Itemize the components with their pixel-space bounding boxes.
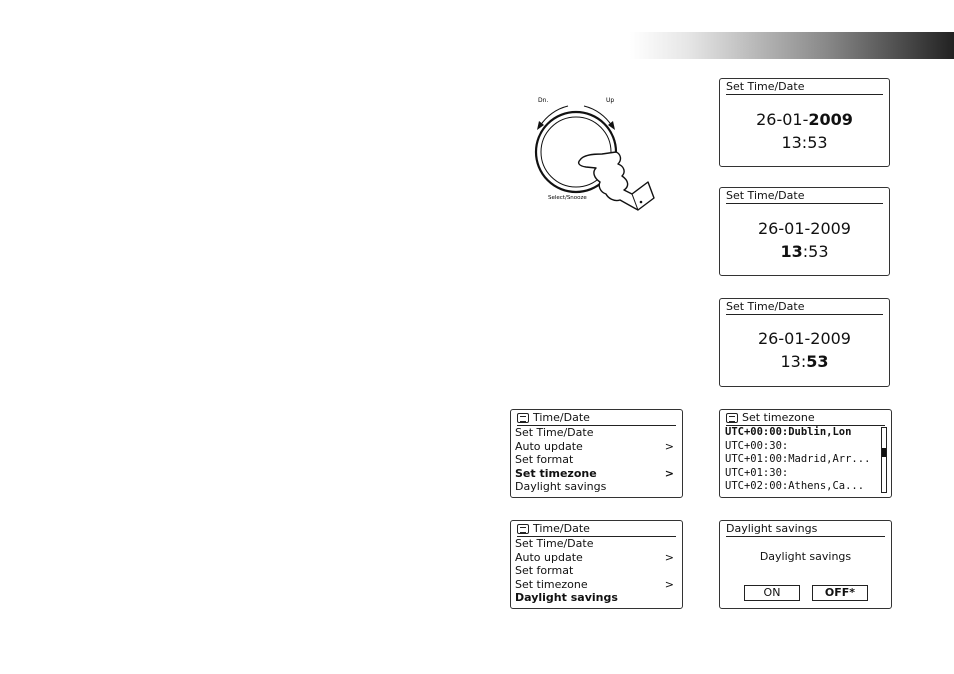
menu-item-label: Auto update bbox=[515, 439, 583, 453]
on-button[interactable]: ON bbox=[744, 585, 800, 601]
menu-item[interactable] bbox=[515, 480, 674, 494]
menu-list bbox=[515, 426, 674, 494]
timezone-item[interactable]: UTC+01:30: bbox=[725, 466, 789, 479]
lcd-title bbox=[517, 522, 676, 537]
timezone-item[interactable]: UTC+02:00:Athens,Ca... bbox=[725, 480, 865, 492]
menu-item-label: Set Time/Date bbox=[515, 426, 594, 439]
lcd-date bbox=[720, 109, 889, 131]
hour-text: 13: bbox=[780, 352, 807, 371]
lcd-title: Set Time/Date bbox=[726, 80, 883, 95]
year-highlight: 2009 bbox=[808, 110, 853, 129]
timezone-scrollbar[interactable] bbox=[881, 427, 887, 493]
minute-highlight: 53 bbox=[806, 352, 829, 371]
menu-item[interactable] bbox=[515, 440, 674, 454]
menu-item[interactable] bbox=[515, 537, 674, 551]
menu-item[interactable] bbox=[515, 564, 674, 578]
timezone-list bbox=[725, 426, 875, 494]
menu-item-arrow: > bbox=[664, 550, 674, 564]
date-prefix: 26-01- bbox=[756, 110, 809, 129]
menu-item[interactable] bbox=[515, 578, 674, 592]
select-snooze-label: Select/Snooze bbox=[548, 195, 587, 201]
menu-icon bbox=[517, 413, 529, 423]
menu-item[interactable] bbox=[515, 426, 674, 440]
menu-item-arrow: > bbox=[664, 577, 674, 591]
hour-highlight: 13 bbox=[780, 242, 803, 261]
header-gradient-bar bbox=[630, 32, 954, 59]
hand-icon bbox=[579, 152, 654, 210]
select-knob-illustration bbox=[520, 92, 660, 217]
menu-item-label: Daylight savings bbox=[515, 591, 618, 604]
lcd-title: Set Time/Date bbox=[726, 300, 883, 315]
daylight-savings-prompt: Daylight savings bbox=[759, 550, 852, 563]
off-button[interactable]: OFF* bbox=[812, 585, 868, 601]
lcd-set-timezone bbox=[719, 409, 892, 498]
lcd-date: 26-01-2009 bbox=[758, 219, 851, 238]
lcd-daylight-savings bbox=[719, 520, 892, 609]
lcd-time bbox=[720, 241, 889, 263]
lcd-set-hour bbox=[719, 187, 890, 276]
lcd-time: 13:53 bbox=[781, 133, 828, 152]
menu-item-label: Set Time/Date bbox=[515, 537, 594, 550]
menu-item-label: Set format bbox=[515, 453, 574, 466]
lcd-set-minute bbox=[719, 298, 890, 387]
menu-item-label: Auto update bbox=[515, 550, 583, 564]
menu-title-text: Time/Date bbox=[533, 411, 590, 424]
lcd-menu-daylight bbox=[510, 520, 683, 609]
menu-title-text: Time/Date bbox=[533, 522, 590, 535]
lcd-title bbox=[726, 411, 885, 426]
menu-title-text: Set timezone bbox=[742, 411, 815, 424]
up-label: Up bbox=[606, 97, 615, 104]
menu-item-selected[interactable] bbox=[515, 591, 674, 605]
menu-item[interactable] bbox=[515, 453, 674, 467]
menu-icon bbox=[517, 524, 529, 534]
lcd-menu-timezone bbox=[510, 409, 683, 498]
minute-text: :53 bbox=[802, 242, 829, 261]
menu-item-label: Set timezone bbox=[515, 466, 597, 480]
lcd-set-year bbox=[719, 78, 890, 167]
menu-list bbox=[515, 537, 674, 605]
up-arc-arrow bbox=[584, 106, 612, 126]
menu-icon bbox=[726, 413, 738, 423]
menu-item-label: Set format bbox=[515, 564, 574, 577]
menu-item-label: Set timezone bbox=[515, 577, 588, 591]
lcd-title: Daylight savings bbox=[726, 522, 885, 537]
timezone-item-selected[interactable]: UTC+00:00:Dublin,Lon bbox=[725, 426, 852, 438]
menu-item[interactable] bbox=[515, 551, 674, 565]
lcd-time bbox=[720, 351, 889, 373]
timezone-item[interactable]: UTC+00:30: bbox=[725, 439, 789, 452]
scrollbar-thumb[interactable] bbox=[882, 448, 886, 457]
menu-item-arrow: > bbox=[664, 439, 674, 453]
dn-arc-arrow bbox=[540, 106, 568, 126]
dn-label: Dn. bbox=[538, 97, 549, 104]
menu-item-label: Daylight savings bbox=[515, 480, 607, 493]
menu-item-arrow: > bbox=[664, 466, 674, 480]
menu-item-selected[interactable] bbox=[515, 467, 674, 481]
timezone-item[interactable]: UTC+01:00:Madrid,Arr... bbox=[725, 453, 871, 465]
lcd-title bbox=[517, 411, 676, 426]
lcd-date: 26-01-2009 bbox=[758, 329, 851, 348]
lcd-title: Set Time/Date bbox=[726, 189, 883, 204]
